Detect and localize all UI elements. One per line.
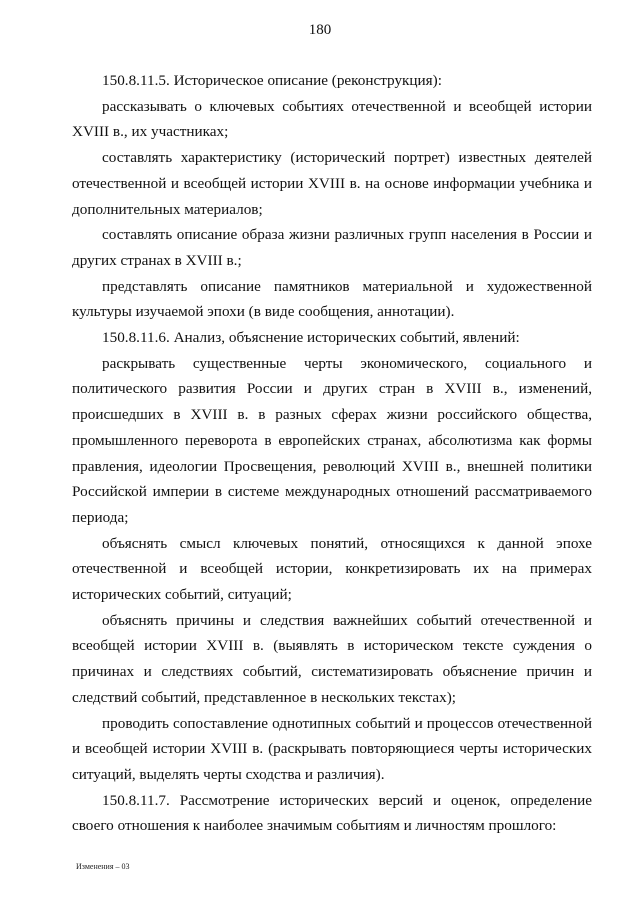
paragraph-section-heading: 150.8.11.6. Анализ, объяснение исторических событий, явлений: <box>102 329 520 347</box>
paragraph: рассказывать о ключевых событиях отечественной и всеобщей истории XVIII в., их участниках; <box>72 97 592 141</box>
page-number: 180 <box>308 22 332 38</box>
paragraph: объяснять смысл ключевых понятий, относящихся к данной эпохе отечественной и всеобщей истории, конкретизировать их на примерах исторических событий, ситуаций; <box>72 534 592 604</box>
document-body <box>72 68 592 839</box>
paragraph: представлять описание памятников материальной и художественной культуры изучаемой эпохи (в виде сообщения, аннотации). <box>72 277 592 321</box>
paragraph: проводить сопоставление однотипных событий и процессов отечественной и всеобщей истории XVIII в. (раскрывать повторяющиеся черты исторических ситуаций, выделять черты сходства и различия). <box>72 714 592 783</box>
paragraph: составлять характеристику (исторический портрет) известных деятелей отечественной и всеобщей истории XVIII в. на основе информации учебника и дополнительных материалов; <box>72 149 592 218</box>
revision-footer: Изменения – 03 <box>76 862 130 871</box>
paragraph: составлять описание образа жизни различных групп населения в России и других странах в XVIII в.; <box>72 226 592 269</box>
paragraph: раскрывать существенные черты экономического, социального и политического развития России и других стран в XVIII в., изменений, происшедших в XVIII в. в разных сферах жизни российского общества, промышленного переворота в европейских странах, абсолютизма как формы правления, идеологии Просвещения, революций XVIII в., внешней политики Российской империи в системе международных отношений рассматриваемого периода; <box>72 354 592 526</box>
paragraph: объяснять причины и следствия важнейших событий отечественной и всеобщей истории XVIII в. (выявлять в историческом тексте суждения о причинах и следствиях событий, систематизировать объяснение причин и следствий событий, представленное в нескольких текстах); <box>72 611 592 706</box>
paragraph-section-heading: 150.8.11.7. Рассмотрение исторических версий и оценок, определение своего отношения к наиболее значимым событиям и личностям прошлого: <box>72 791 592 835</box>
paragraph-section-heading: 150.8.11.5. Историческое описание (реконструкция): <box>102 72 442 89</box>
